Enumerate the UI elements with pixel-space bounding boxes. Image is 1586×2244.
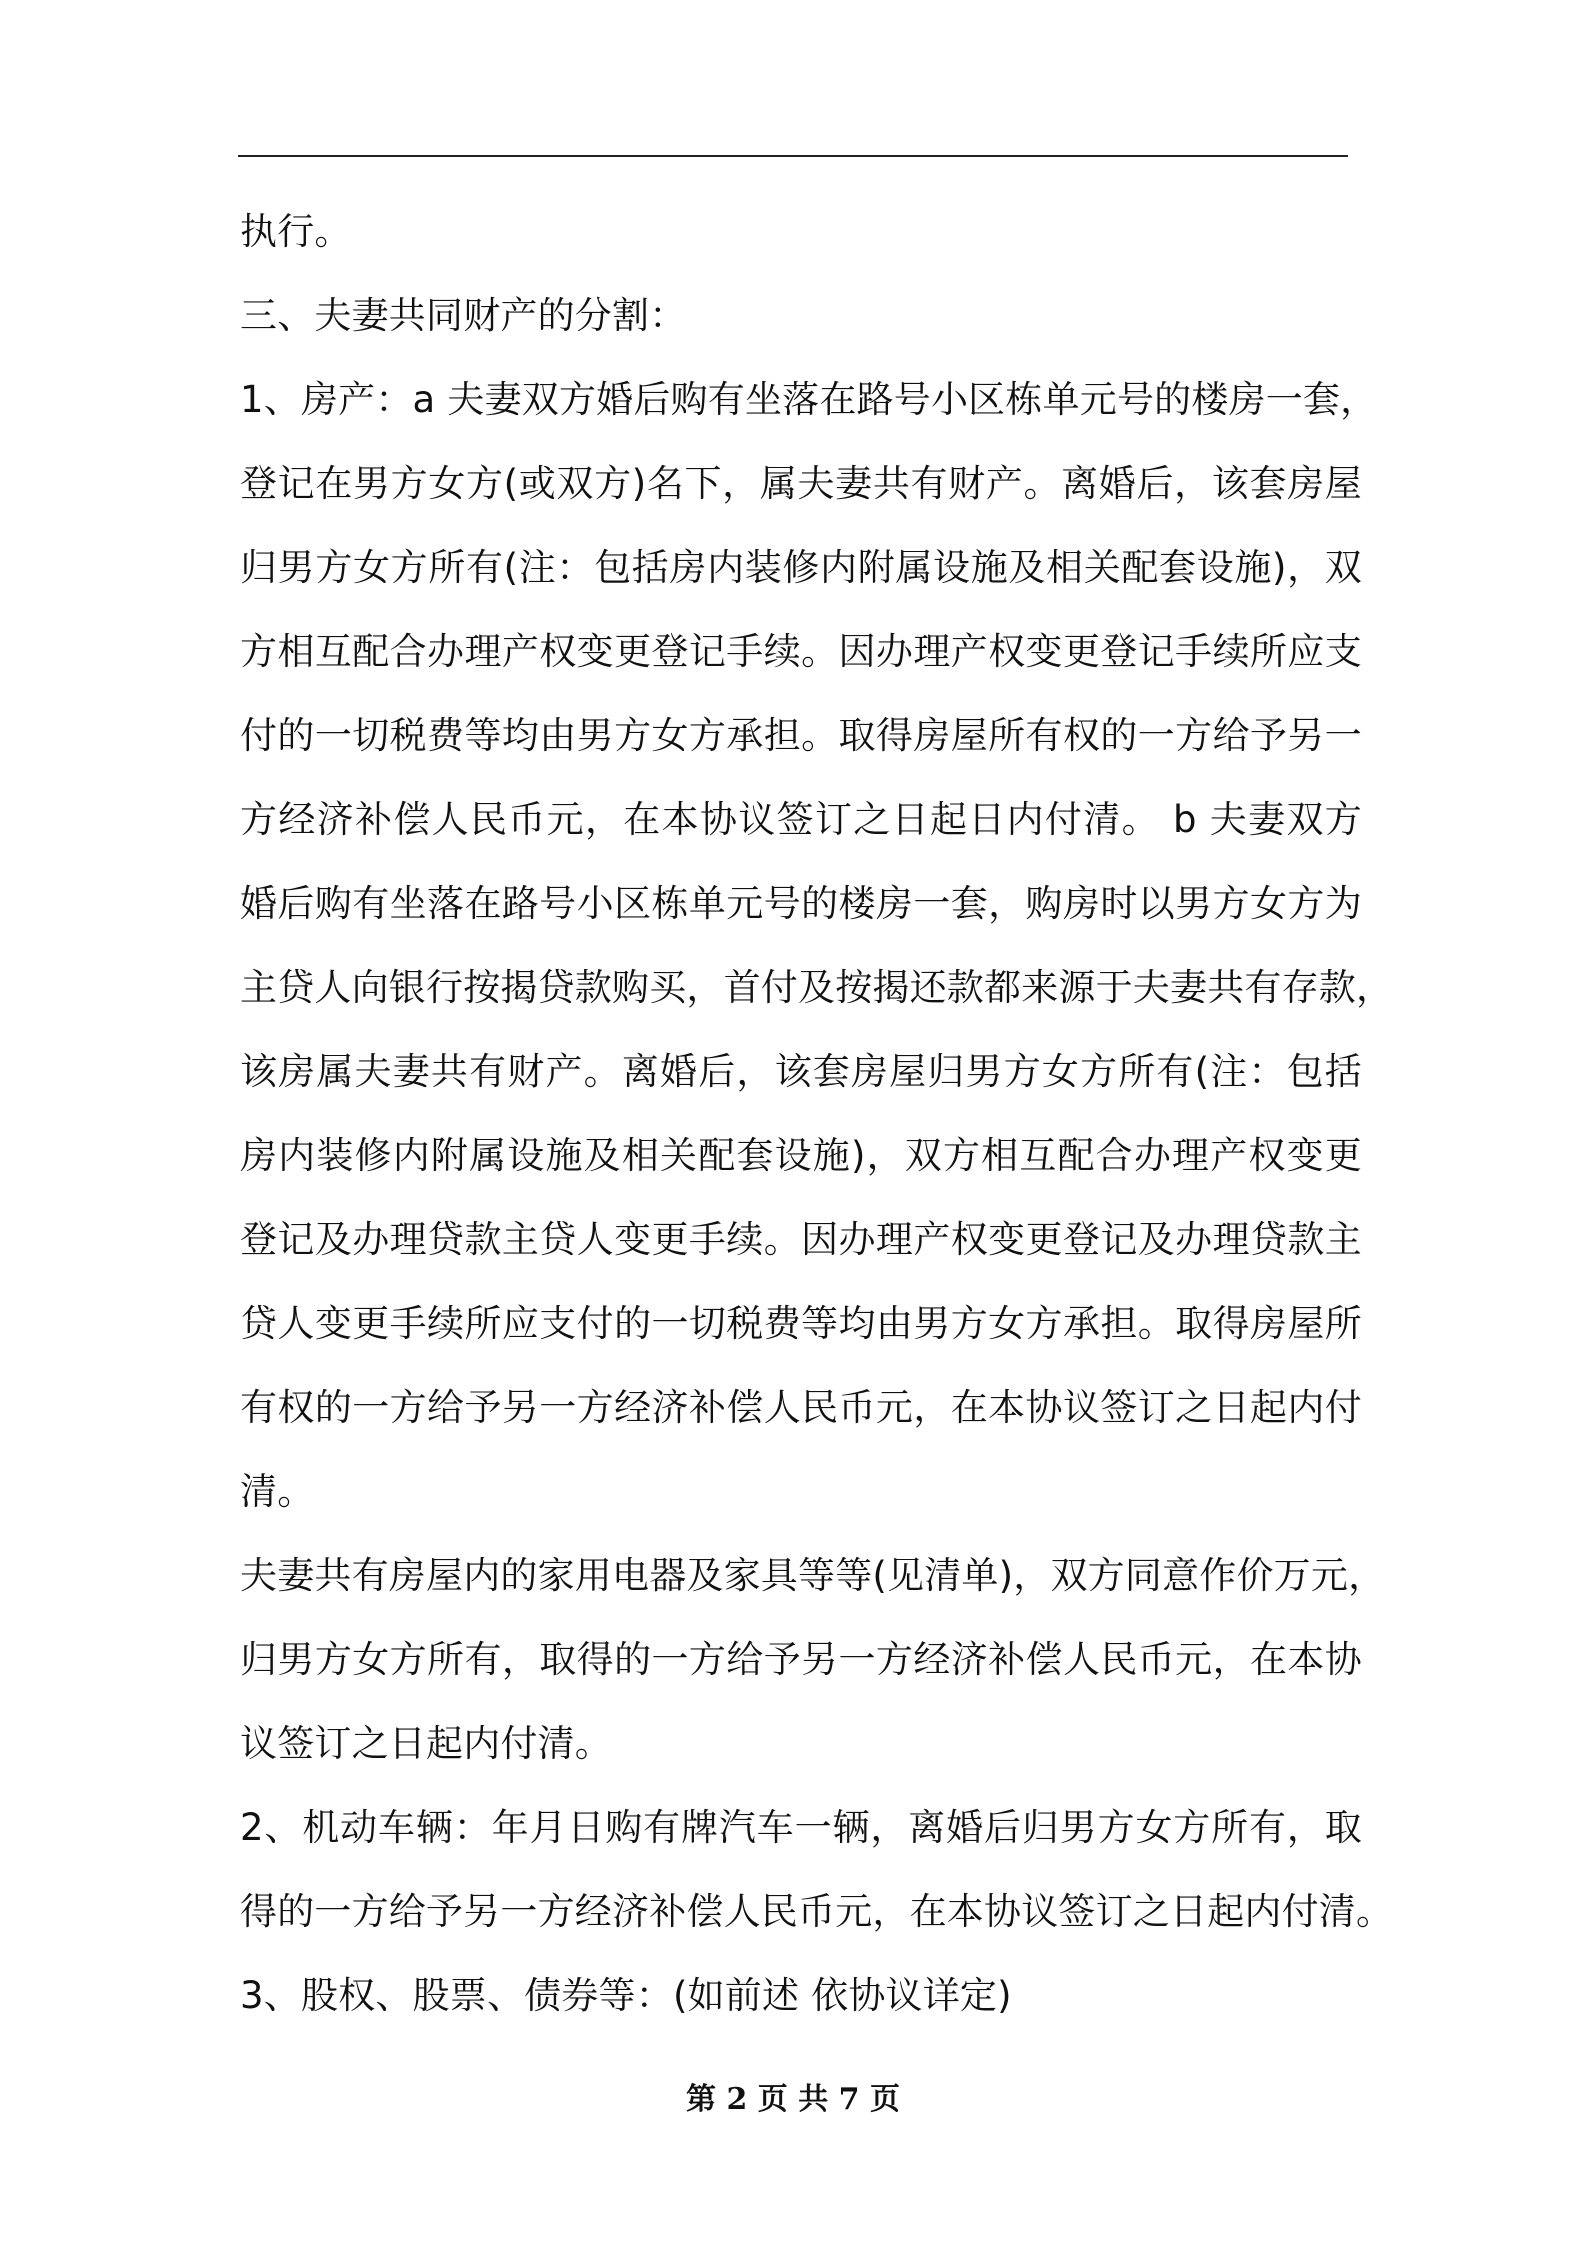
text-line: 夫妻共有房屋内的家用电器及家具等等(见清单)，双方同意作价万元， — [240, 1554, 1386, 1597]
text-line: 得的一方给予另一方经济补偿人民币元，在本协议签订之日起内付清。 — [240, 1890, 1394, 1933]
text-line: 2、机动车辆：年月日购有牌汽车一辆，离婚后归男方女方所有，取 — [240, 1806, 1362, 1849]
text-line: 3、股权、股票、债券等：(如前述 依协议详定) — [240, 1974, 1012, 2017]
text-line: 房内装修内附属设施及相关配套设施)，双方相互配合办理产权变更 — [240, 1134, 1362, 1177]
text-line: 贷人变更手续所应支付的一切税费等均由男方女方承担。取得房屋所 — [240, 1302, 1362, 1345]
text-line: 执行。 — [240, 210, 352, 253]
text-line: 付的一切税费等均由男方女方承担。取得房屋所有权的一方给予另一 — [240, 714, 1362, 757]
page-number: 第 2 页 共 7 页 — [686, 2082, 900, 2117]
text-line: 该房属夫妻共有财产。离婚后，该套房屋归男方女方所有(注：包括 — [240, 1050, 1362, 1093]
text-line: 1、房产：a 夫妻双方婚后购有坐落在路号小区栋单元号的楼房一套， — [240, 378, 1378, 421]
text-line: 方经济补偿人民币元，在本协议签订之日起日内付清。 b 夫妻双方 — [240, 798, 1362, 841]
text-line: 有权的一方给予另一方经济补偿人民币元，在本协议签订之日起内付 — [240, 1386, 1362, 1429]
text-line: 方相互配合办理产权变更登记手续。因办理产权变更登记手续所应支 — [240, 630, 1362, 673]
text-line: 婚后购有坐落在路号小区栋单元号的楼房一套，购房时以男方女方为 — [240, 882, 1362, 925]
text-line: 归男方女方所有(注：包括房内装修内附属设施及相关配套设施)，双 — [240, 546, 1362, 589]
text-line: 清。 — [240, 1470, 315, 1513]
text-line: 议签订之日起内付清。 — [240, 1722, 612, 1765]
text-line: 登记在男方女方(或双方)名下，属夫妻共有财产。离婚后，该套房屋 — [240, 462, 1362, 505]
text-line: 登记及办理贷款主贷人变更手续。因办理产权变更登记及办理贷款主 — [240, 1218, 1362, 1261]
text-line: 归男方女方所有，取得的一方给予另一方经济补偿人民币元，在本协 — [240, 1638, 1362, 1681]
header-divider — [238, 155, 1348, 157]
section-heading: 三、夫妻共同财产的分割： — [240, 294, 687, 337]
document-body — [240, 190, 1394, 2038]
text-line: 主贷人向银行按揭贷款购买，首付及按揭还款都来源于夫妻共有存款， — [240, 966, 1394, 1009]
